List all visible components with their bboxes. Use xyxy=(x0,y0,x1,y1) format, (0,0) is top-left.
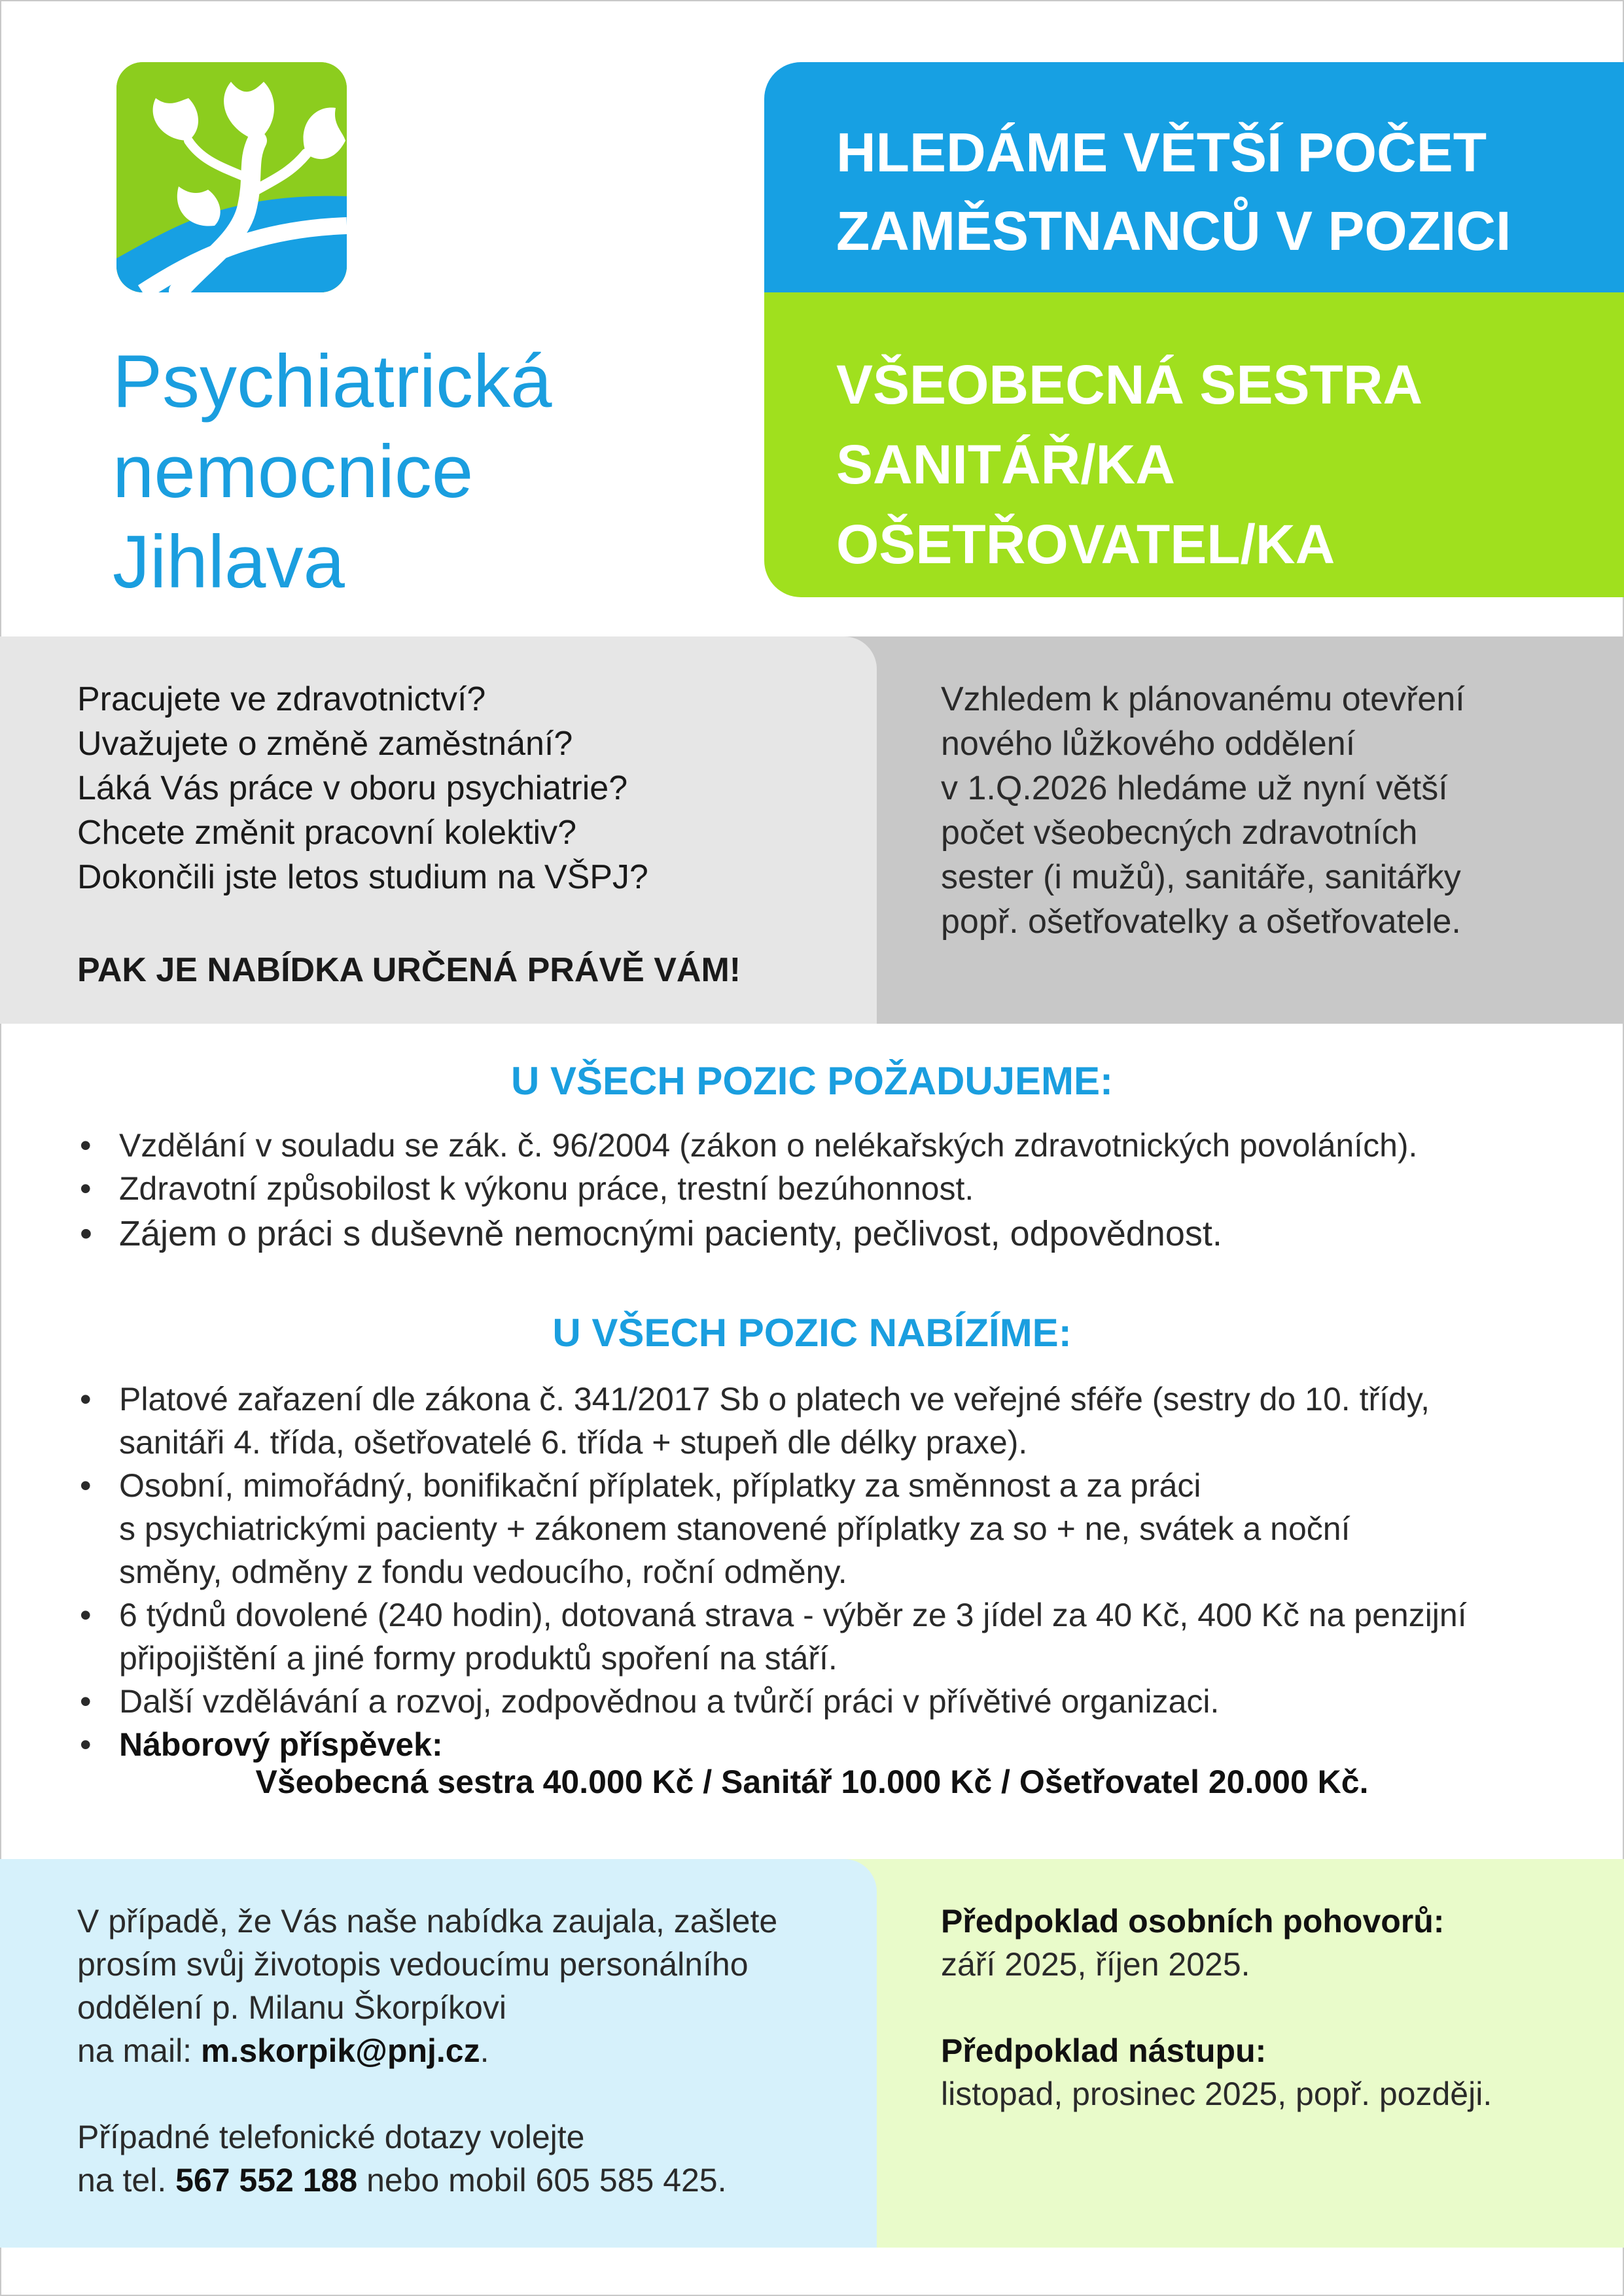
intro-call-to-action: PAK JE NABÍDKA URČENÁ PRÁVĚ VÁM! xyxy=(77,951,741,989)
intro-question: Dokončili jste letos studium na VŠPJ? xyxy=(77,858,648,896)
recruit-bonus-label: • Náborový příspěvek: xyxy=(119,1726,443,1763)
email-link[interactable]: m.skorpik@pnj.cz xyxy=(200,2032,480,2069)
position-title: SANITÁŘ/KA xyxy=(836,434,1175,495)
list-item: • Zdravotní způsobilost k výkonu práce, trestní bezúhonnost. xyxy=(72,1167,1577,1210)
list-item-line: směny, odměny z fondu vedoucího, roční odměny. xyxy=(119,1554,847,1590)
spacer xyxy=(77,2072,777,2115)
ginkgo-tree-logo-icon xyxy=(116,62,347,292)
contact-line: V případě, že Vás naše nabídka zaujala, zašlete xyxy=(77,1903,778,1939)
list-item xyxy=(72,1680,1577,1723)
contact-mail-line xyxy=(77,2029,777,2072)
list-item xyxy=(72,1723,1577,1766)
list-item-line: s psychiatrickými pacienty + zákonem stanovené příplatky za so + ne, svátek a noční xyxy=(119,1510,1350,1547)
list-item xyxy=(72,1464,1577,1593)
positions-banner xyxy=(764,292,1624,597)
intro-question: Chcete změnit pracovní kolektiv? xyxy=(77,814,577,852)
phone-number[interactable]: 567 552 188 xyxy=(175,2162,358,2199)
contact-line: oddělení p. Milanu Škorpíkovi xyxy=(77,1989,506,2026)
start-label: Předpoklad nástupu: xyxy=(941,2032,1267,2069)
schedule-panel xyxy=(844,1859,1624,2248)
org-name-line: Psychiatrická xyxy=(113,340,552,423)
offer-list xyxy=(72,1378,1577,1766)
start-value: listopad, prosinec 2025, popř. později. xyxy=(941,2076,1492,2112)
intro-questions-panel xyxy=(0,636,877,1024)
contact-phone-line xyxy=(77,2159,777,2202)
org-name-line: nemocnice xyxy=(113,430,474,513)
offer-heading: U VŠECH POZIC NABÍZÍME: xyxy=(552,1311,1072,1355)
intro-info-line: popř. ošetřovatelky a ošetřovatele. xyxy=(941,903,1461,941)
header-title-line: HLEDÁME VĚTŠÍ POČET xyxy=(836,122,1487,183)
list-item-line: • 6 týdnů dovolené (240 hodin), dotovaná strava - výběr ze 3 jídel za 40 Kč, 400 Kč na penzijní xyxy=(119,1597,1467,1633)
list-item xyxy=(72,1593,1577,1680)
intro-question: Pracujete ve zdravotnictví? xyxy=(77,680,486,718)
phone-prefix: na tel. xyxy=(77,2162,176,2199)
intro-info-line: Vzhledem k plánovanému otevření xyxy=(941,680,1465,718)
intro-info-line: počet všeobecných zdravotních xyxy=(941,814,1418,852)
contact-panel xyxy=(0,1859,877,2248)
interviews-value: září 2025, říjen 2025. xyxy=(941,1946,1250,1983)
intro-info-panel xyxy=(844,636,1624,1024)
recruit-bonus-amounts: Všeobecná sestra 40.000 Kč / Sanitář 10.000 Kč / Ošetřovatel 20.000 Kč. xyxy=(255,1764,1369,1800)
phone-suffix: nebo mobil 605 585 425. xyxy=(357,2162,727,2199)
intro-info-line: sester (i mužů), sanitáře, sanitářky xyxy=(941,858,1461,896)
list-item: • Vzdělání v souladu se zák. č. 96/2004 (zákon o nelékařských zdravotnických povoláních). xyxy=(72,1124,1577,1167)
position-title: VŠEOBECNÁ SESTRA xyxy=(836,354,1423,415)
list-item-line: připojištění a jiné formy produktů spoření na stáří. xyxy=(119,1640,838,1677)
list-item-line: • Platové zařazení dle zákona č. 341/2017 Sb o platech ve veřejné sféře (sestry do 10. třídy, xyxy=(119,1381,1430,1418)
header-title-line: ZAMĚSTNANCŮ V POZICI xyxy=(836,200,1511,262)
contact-line: Případné telefonické dotazy volejte xyxy=(77,2119,585,2155)
requirements-heading: U VŠECH POZIC POŽADUJEME: xyxy=(510,1059,1114,1103)
org-name-line: Jihlava xyxy=(113,521,345,604)
position-title: OŠETŘOVATEL/KA xyxy=(836,513,1335,575)
mail-suffix: . xyxy=(480,2032,489,2069)
hospital-logo xyxy=(116,62,347,292)
header-banner xyxy=(764,62,1624,292)
intro-question: Láká Vás práce v oboru psychiatrie? xyxy=(77,769,628,807)
list-item: • Zájem o práci s duševně nemocnými pacienty, pečlivost, odpovědnost. xyxy=(72,1210,1577,1257)
list-item-line: sanitáři 4. třída, ošetřovatelé 6. třída + stupeň dle délky praxe). xyxy=(119,1424,1028,1461)
intro-info-line: v 1.Q.2026 hledáme už nyní větší xyxy=(941,769,1448,807)
spacer xyxy=(941,1986,1492,2029)
mail-prefix: na mail: xyxy=(77,2032,201,2069)
organization-name xyxy=(113,337,675,608)
list-item xyxy=(72,1378,1577,1464)
contact-line: prosím svůj životopis vedoucímu personálního xyxy=(77,1946,749,1983)
list-item-line: • Další vzdělávání a rozvoj, zodpovědnou a tvůrčí práci v přívětivé organizaci. xyxy=(119,1683,1220,1720)
list-item-line: • Osobní, mimořádný, bonifikační příplatek, příplatky za směnnost a za práci xyxy=(119,1467,1201,1504)
requirements-list xyxy=(72,1124,1577,1257)
intro-info-line: nového lůžkového oddělení xyxy=(941,725,1356,763)
interviews-label: Předpoklad osobních pohovorů: xyxy=(941,1903,1445,1939)
intro-question: Uvažujete o změně zaměstnání? xyxy=(77,725,573,763)
